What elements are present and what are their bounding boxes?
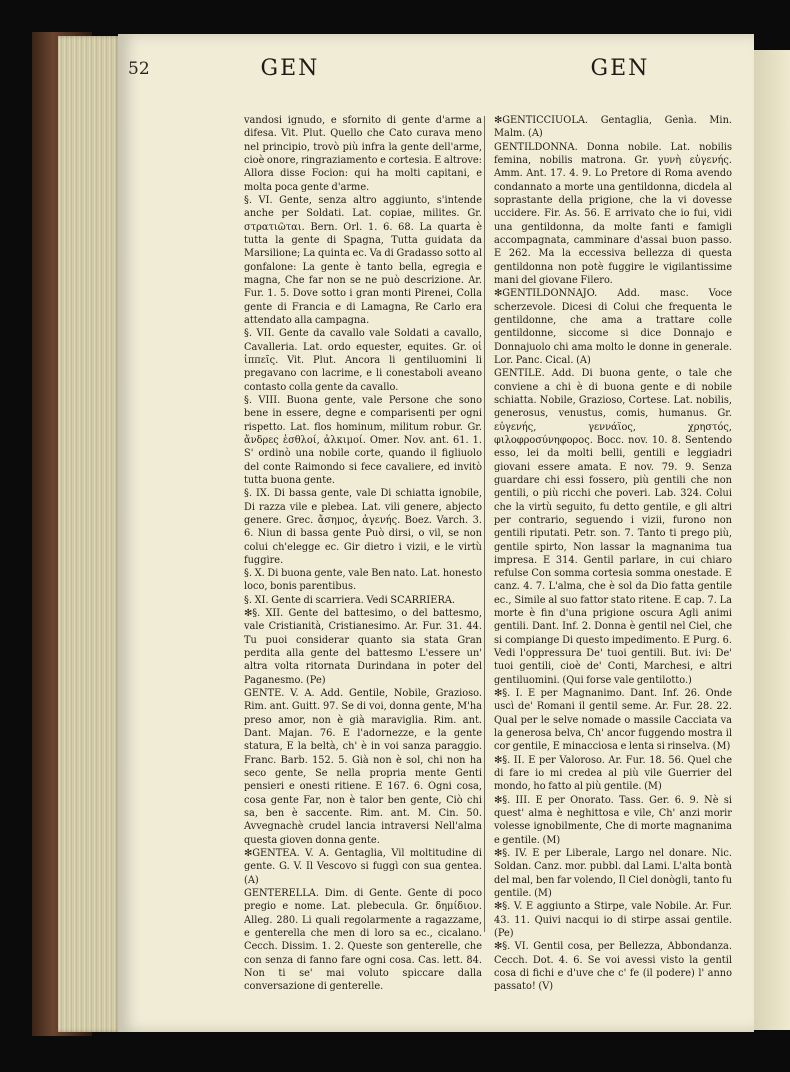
page-number: 52 [128, 59, 150, 79]
dictionary-entry: GENTILDONNA. Donna nobile. Lat. nobilis femina, nobilis matrona. Gr. γυνὴ εὐγενής. Amm. Ant. 17. 4. 9. Lo Pretore di Roma avendo condannato a morte una gentildonna, dicdela al soprastante della prigione, che la vi dovesse uccidere. Fir. As. 56. E arrivato che io fui, vidi una gentildonna, da molte fanti e famigli accompagnata, camminare d'assai buon passo. E 262. Ma la eccessiva bellezza di questa gentildonna non potè fuggire le vigilantissime mani del giovane Filero. [494, 141, 732, 286]
dictionary-entry: §. VIII. Buona gente, vale Persone che sono bene in essere, degne e comparisenti per ogni rispetto. Lat. flos hominum, militum robur. Gr. ἄνδρες ἐσθλοί, ἀλκιμοί. Omer. Nov. ant. 61. 1. S' ordinò una nobile corte, quando il figliuolo del conte Raimondo si fece cavaliere, ed invitò tutta buona gente. [244, 394, 482, 486]
dictionary-entry: GENTERELLA. Dim. di Gente. Gente di poco pregio e nome. Lat. plebecula. Gr. δημίδιον. Alleg. 280. Li quali regolarmente a ragazzame, e genterella che men di loro sa ec., cicalano. Cecch. Dissim. 1. 2. Queste son genterelle, che con senza di fanno fare ogni cosa. Cas. lett. 84. Non ti se' mai voluto spiccare dalla conversazione di genterelle. [244, 888, 482, 993]
dictionary-entry: vandosi ignudo, e sfornito di gente d'arme a difesa. Vit. Plut. Quello che Cato curava meno nel principio, trovò più infra la gente dell'arme, cioè onore, ringraziamento e cortesia. E altrove: Allora disse Focion: qui ha molti capitani, e molta poca gente d'arme. [244, 115, 482, 193]
dictionary-entry: ✻§. II. E per Valoroso. Ar. Fur. 18. 56. Quel che di fare io mi credea al più vile Guerrier del mondo, ho fatto al più gentile. (M) [494, 754, 732, 793]
running-header-left: GEN [260, 56, 320, 81]
page-edges [58, 36, 120, 1032]
running-header-right: GEN [590, 56, 650, 81]
column-divider [484, 116, 485, 932]
dictionary-entry: §. XI. Gente di scarriera. Vedi SCARRIERA. [244, 594, 456, 606]
dictionary-entry: GENTE. V. A. Add. Gentile, Nobile, Grazioso. Rim. ant. Guitt. 97. Se di voi, donna gente, M'ha preso amor, non è già maraviglia. Rim. ant. Dant. Majan. 76. E l'adornezze, e la gente statura, E la beltà, ch' è in voi sanza paraggio. Franc. Barb. 152. 5. Già non è sol, chi non ha seco gente, Se nella propria mente Genti pensieri e onesti ritiene. E 167. 6. Ogni cosa, cosa gente Far, non è talor ben gente, Ciò chi sa, ben è saccente. Rim. ant. M. Cin. 50. Avvegnachè crudel lancia intraversi Nell'alma questa gioven donna gente. [244, 688, 482, 846]
dictionary-entry: ✻§. V. E aggiunto a Stirpe, vale Nobile. Ar. Fur. 43. 11. Quivi nacqui io di stirpe assai gentile. (Pe) [494, 901, 732, 940]
dictionary-entry: ✻§. VI. Gentil cosa, per Bellezza, Abbondanza. Cecch. Dot. 4. 6. Se voi avessi visto la gentil cosa di fichi e d'uve che c' fe (il podere) l' anno passato! (V) [494, 941, 732, 993]
dictionary-entry: ✻GENTICCIUOLA. Gentaglia, Genìa. Min. Malm. (A) [494, 115, 732, 140]
right-column [494, 114, 732, 994]
dictionary-entry: ✻§. I. E per Magnanimo. Dant. Inf. 26. Onde uscì de' Romani il gentil seme. Ar. Fur. 28. 22. Qual per le selve nomade o massile Cacciata va la generosa belva, Ch' ancor fuggendo mostra il cor gentile, E minacciosa e lenta si rinselva. (M) [494, 688, 732, 753]
dictionary-entry: ✻§. XII. Gente del battesimo, o del battesmo, vale Cristianità, Cristianesimo. Ar. Fur. 31. 44. Tu puoi considerar quanto sia stata Gran perdita alla gente del battesmo L'essere un' altra volta ritornata Durindana in poter del Paganesmo. (Pe) [244, 608, 482, 686]
dictionary-entry: ✻§. III. E per Onorato. Tass. Ger. 6. 9. Nè si quest' alma è neghittosa e vile, Ch' anzi morir volesse ignobilmente, Che di morte magnanima e gentile. (M) [494, 794, 732, 846]
dictionary-entry: §. VII. Gente da cavallo vale Soldati a cavallo, Cavalleria. Lat. ordo equester, equites. Gr. οἱ ἱππεῖς. Vit. Plut. Ancora li gentiluomini li pregavano con lacrime, e li conestaboli aveano contasto colla gente da cavallo. [244, 328, 482, 393]
dictionary-entry: §. X. Di buona gente, vale Ben nato. Lat. honesto loco, bonis parentibus. [244, 568, 482, 593]
dictionary-entry: ✻GENTEA. V. A. Gentaglia, Vil moltitudine di gente. G. V. Il Vescovo si fuggì con sua gentea. (A) [244, 848, 482, 886]
left-column [244, 114, 482, 994]
dictionary-entry: GENTILE. Add. Di buona gente, o tale che conviene a chi è di buona gente e di nobile schiatta. Nobile, Grazioso, Cortese. Lat. nobilis, generosus, venustus, comis, humanus. Gr. εὐγενής, γεννάϊος, χρηστός, φιλοφροσύνηφορος. Bocc. nov. 10. 8. Sentendo esso, lei da molti belli, gentili e leggiadri giovani essere amata. E nov. 79. 9. Senza guardare chi essi fossero, più gentili che non gentili, o più ricchi che poveri. Lab. 324. Colui che la virtù seguito, fu detto gentile, e gli altri per contrario, seguendo i vizii, furono non gentili riputati. Petr. son. 7. Tanto ti prego più, gentile spirto, Non lassar la magnanima tua impresa. E 314. Gentil parlare, in cui chiaro refulse Con somma cortesia somma onestade. E canz. 4. 7. L'alma, che è sol da Dio fatta gentile ec., Simile al suo fattor stato ritene. E cap. 7. La morte è fin d'una prigione oscura Agli animi gentili. Dant. Inf. 2. Donna è gentil nel Ciel, che si compiange Di questo impedimento. E Purg. 6. Vedi l'oppressura De' tuoi gentili. But. ivi: De' tuoi gentili, cioè de' Conti, Marchesi, e altri gentiluomini. (Qui forse vale gentilotto.) [494, 368, 732, 686]
dictionary-entry: ✻GENTILDONNAJO. Add. masc. Voce scherzevole. Dicesi di Colui che frequenta le gentildonne, che ama a trattare colle gentildonne, siccome si dice Donnajo e Donnajuolo chi ama molto le donne in generale. Lor. Panc. Cical. (A) [494, 288, 732, 366]
dictionary-entry: §. IX. Di bassa gente, vale Di schiatta ignobile, Di razza vile e plebea. Lat. vili genere, abjecto genere. Grec. ἄσημος, ἀγενής. Boez. Varch. 3. 6. Niun di bassa gente Può dirsi, o vil, se non colui ch'elegge ec. Gir dietro i vizii, e le virtù fuggire. [244, 488, 482, 566]
dictionary-entry: ✻§. IV. E per Liberale, Largo nel donare. Nic. Soldan. Canz. mor. pubbl. dal Lami. L'alta bontà del mal, ben far volendo, Il Ciel donògli, tanto fu gentile. (M) [494, 848, 732, 900]
dictionary-entry: §. VI. Gente, senza altro aggiunto, s'intende anche per Soldati. Lat. copiae, milites. Gr. στρατιῶται. Bern. Orl. 1. 6. 68. La quarta è tutta la gente di Spagna, Tutta guidata da Marsilione; La quinta ec. Va di Gradasso sotto al gonfalone: La gente è tanto bella, egregia e magna, Che far non se ne può descrizione. Ar. Fur. 1. 5. Dove sotto i gran monti Pirenei, Colla gente di Francia e di Lamagna, Re Carlo era attendato alla campagna. [244, 194, 482, 326]
next-page-edge [754, 50, 790, 1030]
